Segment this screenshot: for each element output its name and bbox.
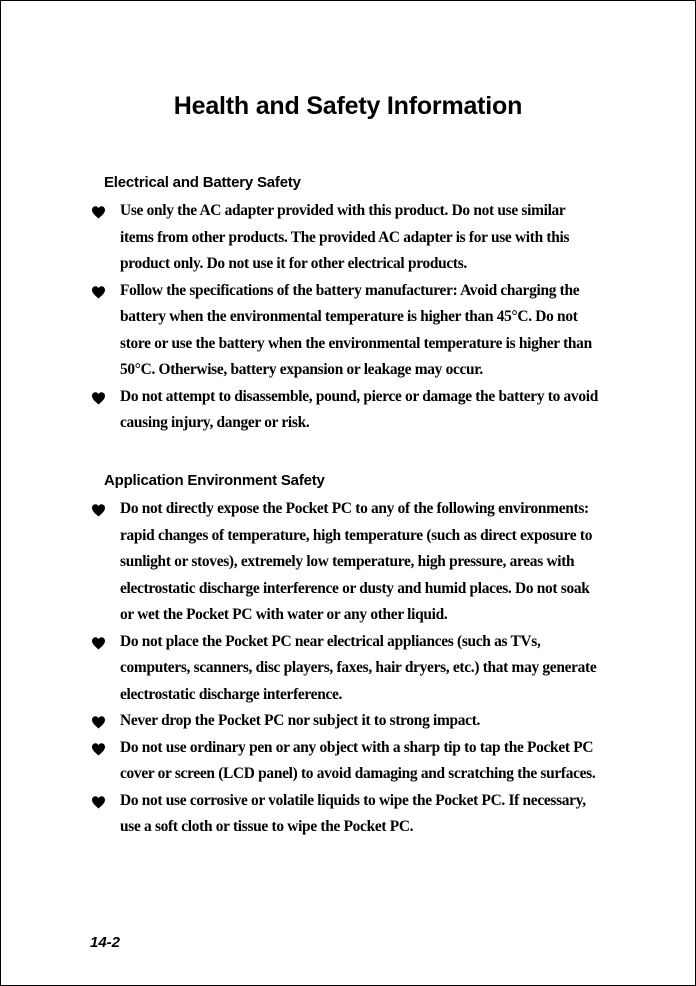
- list-item-text: Do not directly expose the Pocket PC to any of the following environments: rapid changes of temperature, high temperature (such as direct exposure to sunlight or stoves), extremely low temperature, high pressure, areas with electrostatic discharge interference or dusty and humid places. Do not soak or wet the Pocket PC with water or any other liquid.: [120, 500, 593, 623]
- list-item: [0, 496, 600, 629]
- heart-bullet-icon: [92, 392, 105, 405]
- list-item: [0, 198, 600, 278]
- heart-bullet-icon: [92, 504, 105, 517]
- heart-bullet-icon: [92, 286, 105, 299]
- section-heading-application-environment-safety: Application Environment Safety: [104, 472, 325, 489]
- heart-bullet-icon: [92, 206, 105, 219]
- list-item: [0, 708, 600, 735]
- application-environment-safety-list: [0, 496, 696, 841]
- page-number: 14-2: [90, 934, 121, 951]
- list-item-text: Do not place the Pocket PC near electrical appliances (such as TVs, computers, scanners, disc players, faxes, hair dryers, etc.) that may generate electrostatic discharge interference.: [120, 632, 597, 703]
- list-item-text: Never drop the Pocket PC nor subject it to strong impact.: [120, 712, 481, 729]
- list-item: [0, 384, 600, 437]
- heart-bullet-icon: [92, 743, 105, 756]
- list-item-text: Do not use ordinary pen or any object with a sharp tip to tap the Pocket PC cover or screen (LCD panel) to avoid damaging and scratching the surfaces.: [120, 738, 596, 782]
- list-item: [0, 788, 600, 841]
- electrical-battery-safety-list: [0, 198, 696, 437]
- list-item-text: Use only the AC adapter provided with this product. Do not use similar items from other products. The provided AC adapter is for use with this product only. Do not use it for other electrical products.: [120, 202, 570, 272]
- heart-bullet-icon: [92, 716, 105, 729]
- list-item: [0, 735, 600, 788]
- heart-bullet-icon: [92, 796, 105, 809]
- list-item-text: Do not attempt to disassemble, pound, pierce or damage the battery to avoid causing injury, danger or risk.: [120, 387, 598, 431]
- list-item: [0, 629, 600, 709]
- heart-bullet-icon: [92, 637, 105, 650]
- section-heading-electrical-battery-safety: Electrical and Battery Safety: [104, 174, 301, 191]
- page-title: Health and Safety Information: [173, 92, 523, 120]
- list-item-text: Follow the specifications of the battery manufacturer: Avoid charging the battery when the environmental temperature is higher than 45°C. Do not store or use the battery when the environmental temperature is higher than 50°C. Otherwise, battery expansion or leakage may occur.: [120, 281, 592, 378]
- list-item-text: Do not use corrosive or volatile liquids to wipe the Pocket PC. If necessary, use a soft cloth or tissue to wipe the Pocket PC.: [120, 791, 586, 835]
- list-item: [0, 278, 600, 384]
